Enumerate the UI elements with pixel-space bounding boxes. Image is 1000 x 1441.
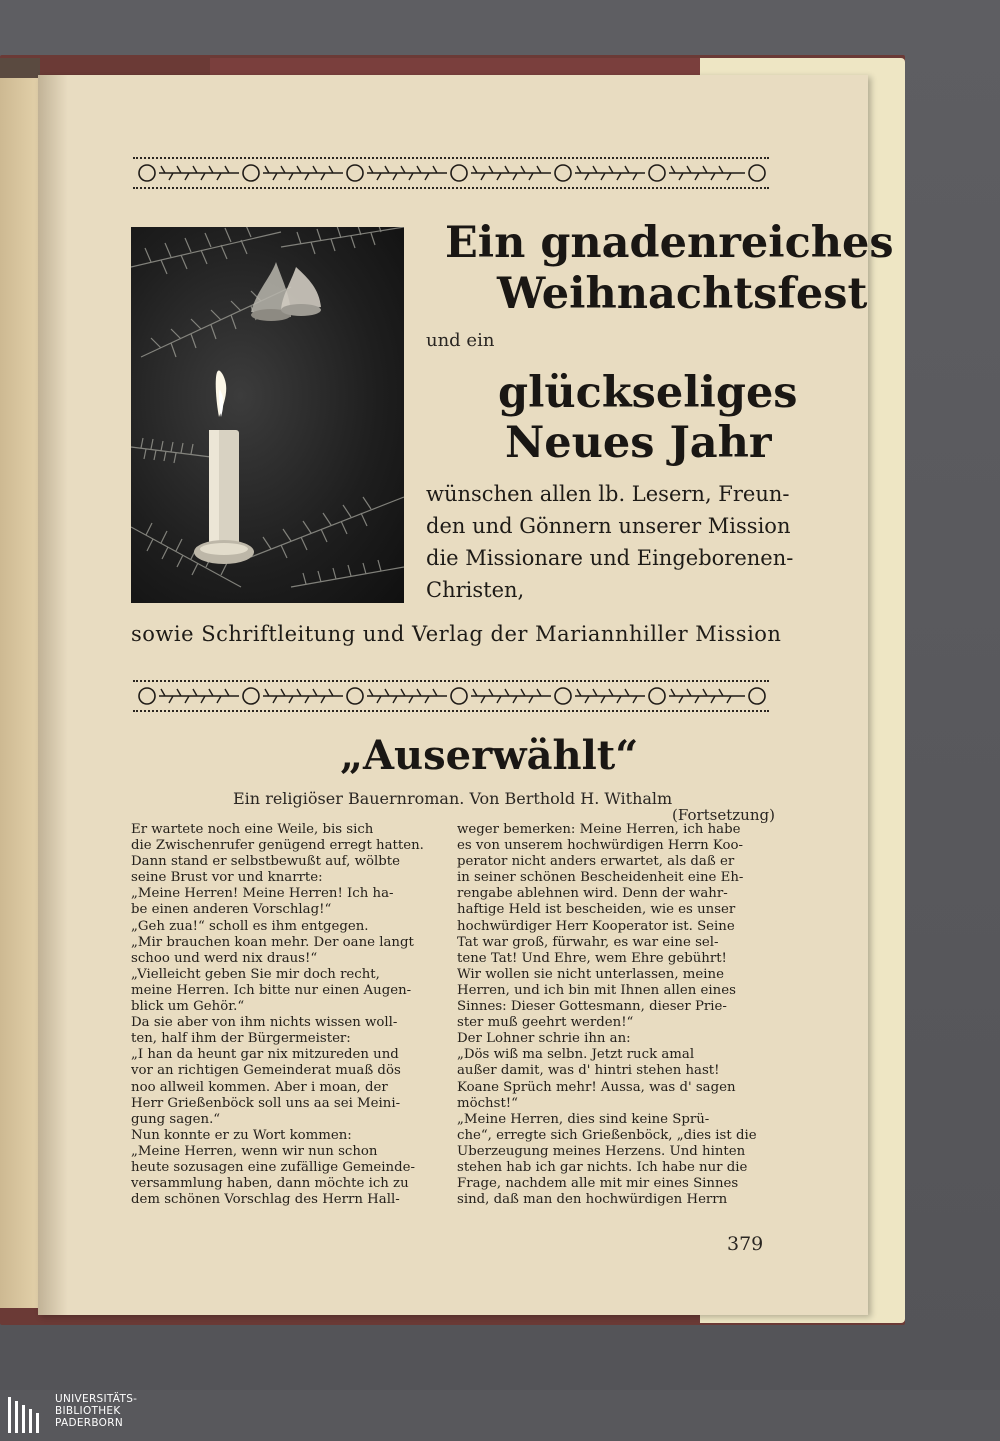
article-line: che“, erregte sich Grießenböck, „dies ist die [457, 1127, 757, 1143]
candle-illustration [131, 227, 404, 603]
article-line: haftige Held ist bescheiden, wie es unser [457, 902, 736, 918]
article-line: stehen hab ich gar nichts. Ich habe nur die [457, 1159, 748, 1175]
garland-ornament-top [133, 157, 769, 189]
article-line: die Zwischenrufer genügend erregt hatten. [131, 838, 424, 854]
article-line: Überzeugung meines Herzens. Und hinten [457, 1143, 746, 1159]
library-logo-icon [6, 1393, 48, 1437]
article-line: Da sie aber von ihm nichts wissen woll- [131, 1015, 398, 1031]
greeting-line: Christen, [426, 578, 525, 602]
greeting-line: den und Gönnern unserer Mission [426, 514, 791, 538]
article-line: „Meine Herren, wenn wir nun schon [131, 1143, 378, 1159]
garland-pattern [133, 159, 769, 187]
article-line: noo allweil kommen. Aber i moan, der [131, 1079, 388, 1095]
article-line: Der Lohner schrie ihn an: [457, 1031, 631, 1047]
article-line: Sinnes: Dieser Gottesmann, dieser Prie- [457, 999, 727, 1015]
article-line: „Meine Herren! Meine Herren! Ich ha- [131, 886, 394, 902]
article-line: Tat war groß, fürwahr, es war eine sel- [457, 934, 719, 950]
article-line: Er wartete noch eine Weile, bis sich [131, 822, 374, 837]
headline-line-3: glückseliges [498, 368, 798, 418]
greeting-text [426, 478, 794, 606]
article-line: ten, half ihm der Bürgermeister: [131, 1031, 351, 1047]
garland-pattern [133, 682, 769, 710]
und-ein-text: und ein [426, 330, 495, 351]
article-line: Nun konnte er zu Wort kommen: [131, 1127, 352, 1143]
article-line: „I han da heunt gar nix mitzureden und [131, 1047, 399, 1063]
article-line: möchst!“ [457, 1095, 518, 1111]
cover-strip [0, 58, 40, 78]
article-line: dem schönen Vorschlag des Herrn Hall- [131, 1192, 400, 1208]
library-name-line: BIBLIOTHEK [55, 1405, 121, 1417]
garland-ornament-bottom [133, 680, 769, 712]
article-line: perator nicht anders erwartet, als daß er [457, 854, 735, 870]
article-title: „Auserwählt“ [340, 732, 639, 779]
article-column-right [457, 822, 762, 1208]
article-line: seine Brust vor und knarrte: [131, 870, 323, 886]
article-line: schoo und werd nix draus!“ [131, 950, 318, 966]
article-line: blick um Gehör.“ [131, 999, 245, 1015]
headline-line-4: Neues Jahr [505, 418, 772, 468]
article-line: außer damit, was d' hintri stehen hast! [457, 1063, 720, 1079]
continuation-note: (Fortsetzung) [672, 806, 775, 824]
article-line: „Mir brauchen koan mehr. Der oane langt [131, 934, 414, 950]
article-line: hochwürdiger Herr Kooperator ist. Seine [457, 918, 735, 934]
article-line: gung sagen.“ [131, 1111, 221, 1127]
page-number: 379 [727, 1233, 764, 1255]
greeting-line: wünschen allen lb. Lesern, Freun- [426, 482, 790, 506]
library-name-line: UNIVERSITÄTS- [55, 1393, 138, 1405]
article-line: vor an richtigen Gemeinderat muaß dös [131, 1063, 401, 1079]
headline-line-1: Ein gnadenreiches [445, 218, 894, 268]
article-line: „Vielleicht geben Sie mir doch recht, [131, 966, 380, 982]
article-subtitle: Ein religiöser Bauernroman. Von Berthold H. Withalm [233, 789, 673, 808]
article-line: Koane Sprüch mehr! Aussa, was d' sagen [457, 1079, 736, 1095]
article-line: Herren, und ich bin mit Ihnen allen eines [457, 982, 736, 998]
article-line: Frage, nachdem alle mit mir eines Sinnes [457, 1176, 739, 1192]
publisher-line: sowie Schriftleitung und Verlag der Mariannhiller Mission [131, 622, 782, 646]
article-line: „Meine Herren, dies sind keine Sprü- [457, 1111, 710, 1127]
article-line: weger bemerken: Meine Herren, ich habe [457, 822, 741, 837]
article-line: „Dös wiß ma selbn. Jetzt ruck amal [457, 1047, 695, 1063]
library-name-line: PADERBORN [55, 1417, 123, 1429]
candle-photo [131, 227, 404, 603]
article-column-left [131, 822, 436, 1208]
greeting-line: die Missionare und Eingeborenen- [426, 546, 794, 570]
library-name [55, 1393, 137, 1429]
article-line: heute sozusagen eine zufällige Gemeinde- [131, 1159, 415, 1175]
article-line: Wir wollen sie nicht unterlassen, meine [457, 966, 724, 982]
footer-bar [0, 1390, 1000, 1441]
article-line: ster muß geehrt werden!“ [457, 1015, 634, 1031]
article-line: Herr Grießenböck soll uns aa sei Meini- [131, 1095, 401, 1111]
article-line: rengabe ablehnen wird. Denn der wahr- [457, 886, 728, 902]
left-page-edge [0, 78, 38, 1308]
article-line: es von unserem hochwürdigen Herrn Koo- [457, 838, 743, 854]
page-gutter-shadow [38, 75, 68, 1315]
article-line: be einen anderen Vorschlag!“ [131, 902, 332, 918]
article-line: „Geh zua!“ scholl es ihm entgegen. [131, 918, 369, 934]
article-line: Dann stand er selbstbewußt auf, wölbte [131, 854, 400, 870]
article-line: meine Herren. Ich bitte nur einen Augen- [131, 982, 412, 998]
article-line: tene Tat! Und Ehre, wem Ehre gebührt! [457, 950, 727, 966]
headline-line-2: Weihnachtsfest [497, 269, 868, 319]
article-line: versammlung haben, dann möchte ich zu [131, 1176, 409, 1192]
article-line: in seiner schönen Bescheidenheit eine Eh- [457, 870, 744, 886]
article-line: sind, daß man den hochwürdigen Herrn [457, 1192, 728, 1208]
